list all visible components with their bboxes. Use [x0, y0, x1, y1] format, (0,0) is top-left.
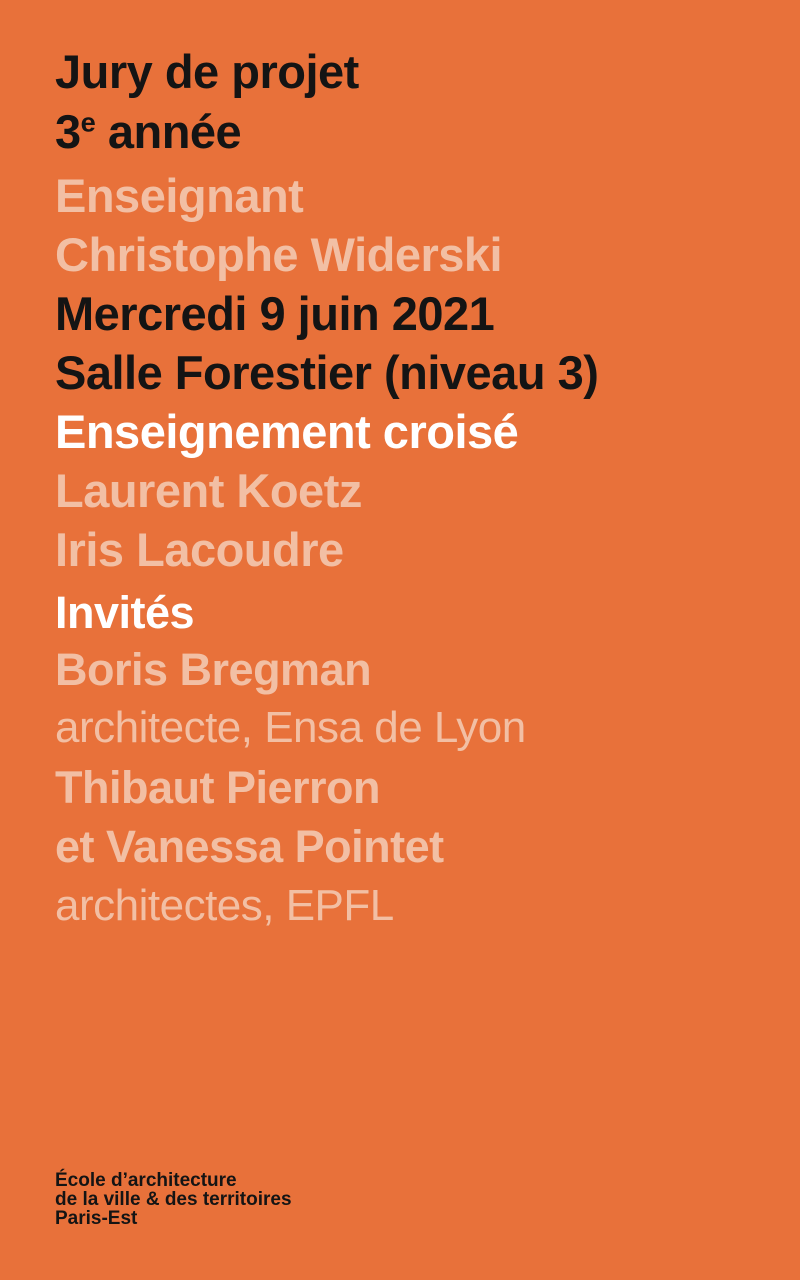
year-number: 3: [55, 105, 81, 158]
room-block: [55, 346, 760, 399]
guest-affiliation: architectes, EPFL: [55, 881, 394, 930]
guest-name-continued: et Vanessa Pointet: [55, 821, 444, 872]
teacher-name: Christophe Widerski: [55, 228, 503, 281]
school-name-line-2: de la ville & des territoires: [55, 1189, 292, 1210]
year-superscript: e: [80, 106, 96, 138]
title-block: [55, 45, 760, 98]
guest-1-affiliation-block: [55, 703, 760, 752]
year-word: année: [107, 105, 242, 158]
teacher-label-block: [55, 169, 760, 222]
school-name-line-3: Paris-Est: [55, 1208, 138, 1229]
guests-label-block: [55, 587, 760, 638]
year-block: [55, 105, 760, 158]
date-block: [55, 287, 760, 340]
page-title: Jury de projet: [55, 45, 359, 98]
crossed-teaching-label: Enseignement croisé: [55, 405, 519, 458]
crossed-teaching-name: Laurent Koetz: [55, 464, 362, 517]
crossed-teaching-label-block: [55, 405, 760, 458]
event-room: Salle Forestier (niveau 3): [55, 346, 599, 399]
guest-affiliation: architecte, Ensa de Lyon: [55, 703, 526, 752]
teacher-name-block: [55, 228, 760, 281]
guest-2-name-line-2-block: [55, 821, 760, 872]
school-footer: [55, 1171, 292, 1228]
guest-name: Thibaut Pierron: [55, 762, 381, 813]
guest-name: Boris Bregman: [55, 644, 372, 695]
guests-label: Invités: [55, 587, 195, 638]
event-date: Mercredi 9 juin 2021: [55, 287, 495, 340]
crossed-teaching-name: Iris Lacoudre: [55, 523, 344, 576]
teacher-label: Enseignant: [55, 169, 304, 222]
guest-2-affiliation-block: [55, 881, 760, 930]
year-line: [55, 105, 760, 158]
guest-1-name-block: [55, 644, 760, 695]
guest-2-name-line-1-block: [55, 762, 760, 813]
crossed-teaching-name-2-block: [55, 523, 760, 576]
school-name-line-1: École d’architecture: [55, 1170, 237, 1191]
crossed-teaching-name-1-block: [55, 464, 760, 517]
